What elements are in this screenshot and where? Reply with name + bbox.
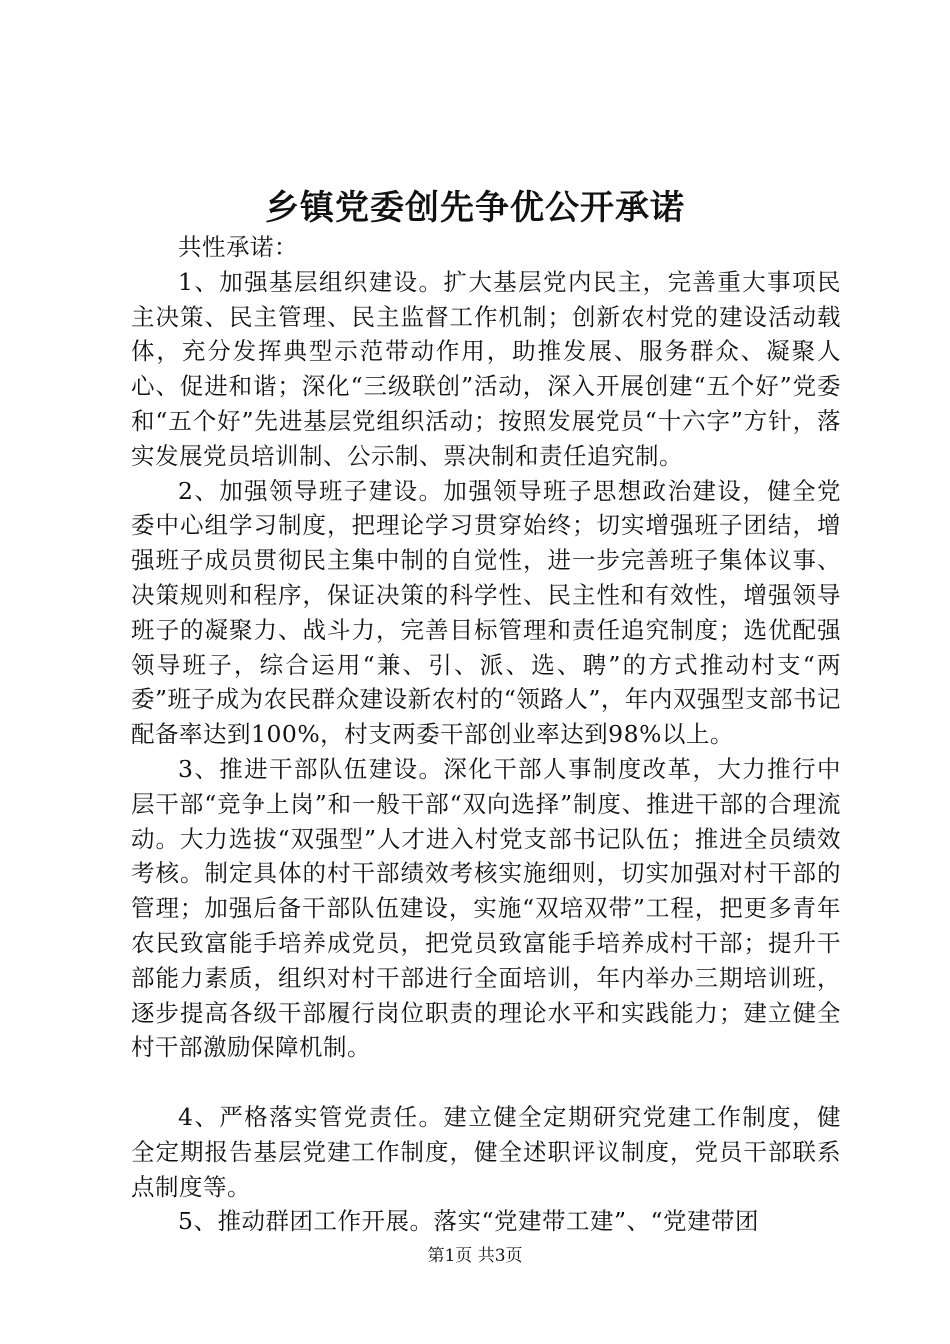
paragraph-3: 3、推进干部队伍建设。深化干部人事制度改革，大力推行中层干部“竞争上岗”和一般干部“双向选择”制度、推进干部的合理流动。大力选拔“双强型”人才进入村党支部书记队伍；推进全员绩效考核。制定具体的村干部绩效考核实施细则，切实加强对村干部的管理；加强后备干部队伍建设，实施“双培双带”工程，把更多青年农民致富能手培养成党员，把党员致富能手培养成村干部；提升干部能力素质，组织对村干部进行全面培训，年内举办三期培训班，逐步提高各级干部履行岗位职责的理论水平和实践能力；建立健全村干部激励保障机制。 [131,754,841,1062]
paragraph-1: 1、加强基层组织建设。扩大基层党内民主，完善重大事项民主决策、民主管理、民主监督工作机制；创新农村党的建设活动载体，充分发挥典型示范带动作用，助推发展、服务群众、凝聚人心、促进和谐；深化“三级联创”活动，深入开展创建“五个好”党委和“五个好”先进基层党组织活动；按照发展党员“十六字”方针，落实发展党员培训制、公示制、票决制和责任追究制。 [131,267,841,470]
paragraph-2: 2、加强领导班子建设。加强领导班子思想政治建设，健全党委中心组学习制度，把理论学习贯穿始终；切实增强班子团结，增强班子成员贯彻民主集中制的自觉性，进一步完善班子集体议事、决策规则和程序，保证决策的科学性、民主性和有效性，增强领导班子的凝聚力、战斗力，完善目标管理和责任追究制度；选优配强领导班子，综合运用“兼、引、派、选、聘”的方式推动村支“两委”班子成为农民群众建设新农村的“领路人”，年内双强型支部书记配备率达到100%，村支两委干部创业率达到98%以上。 [131,476,841,749]
paragraph-5: 5、推动群团工作开展。落实“党建带工建”、“党建带团 [178,1207,759,1236]
page-title: 乡镇党委创先争优公开承诺 [265,188,685,228]
document-body [131,230,841,1239]
paragraph-spacer [131,1065,841,1100]
section-label: 共性承诺： [178,233,298,261]
paragraph-4: 4、严格落实管党责任。建立健全定期研究党建工作制度，健全定期报告基层党建工作制度，健全述职评议制度，党员干部联系点制度等。 [131,1102,841,1201]
page-footer: 第1页 共3页 [427,1246,523,1266]
